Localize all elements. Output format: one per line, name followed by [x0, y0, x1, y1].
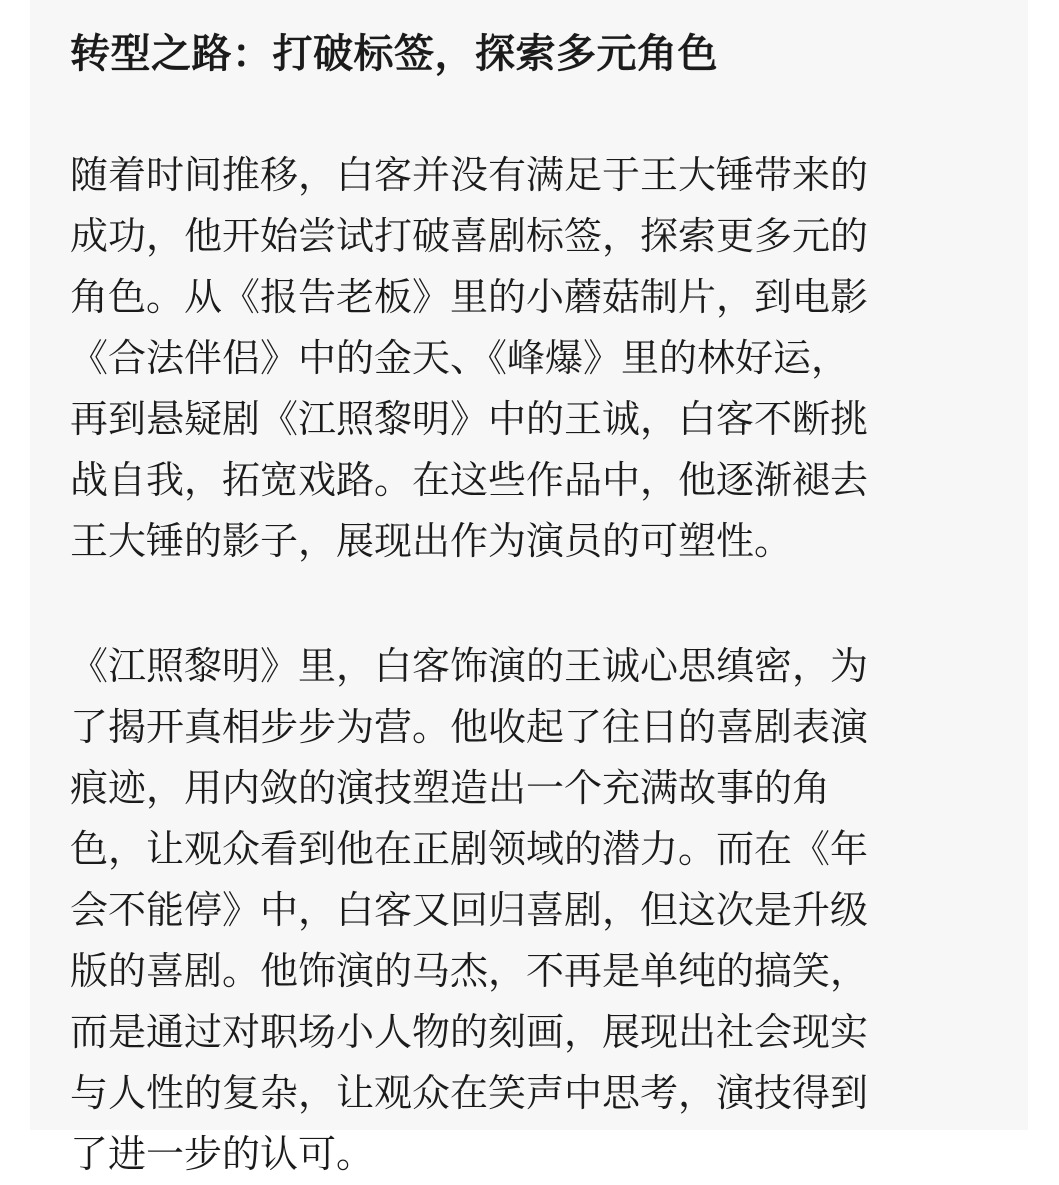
- paragraph-line: 版的喜剧。他饰演的马杰，不再是单纯的搞笑，: [70, 949, 869, 993]
- paragraph-line: 与人性的复杂，让观众在笑声中思考，演技得到: [70, 1071, 869, 1115]
- paragraph-line: 随着时间推移，白客并没有满足于王大锤带来的: [70, 153, 869, 197]
- paragraph-line: 战自我，拓宽戏路。在这些作品中，他逐渐褪去: [70, 458, 869, 502]
- paragraph-line: 会不能停》中，白客又回归喜剧，但这次是升级: [70, 888, 869, 932]
- paragraph-line: 王大锤的影子，展现出作为演员的可塑性。: [70, 519, 793, 563]
- paragraph-line: 了揭开真相步步为营。他收起了往日的喜剧表演: [70, 705, 869, 749]
- paragraph-line: 痕迹，用内敛的演技塑造出一个充满故事的角: [70, 766, 831, 810]
- paragraph-line: 色，让观众看到他在正剧领域的潜力。而在《年: [70, 827, 869, 871]
- paragraph-line: 了进一步的认可。: [70, 1132, 375, 1176]
- paragraph-line: 成功，他开始尝试打破喜剧标签，探索更多元的: [70, 214, 869, 258]
- paragraph-line: 再到悬疑剧《江照黎明》中的王诚，白客不断挑: [70, 397, 869, 441]
- paragraph-line: 而是通过对职场小人物的刻画，展现出社会现实: [70, 1010, 869, 1054]
- paragraph-1: [70, 145, 960, 572]
- paragraph-line: 《江照黎明》里，白客饰演的王诚心思缜密，为: [70, 644, 869, 688]
- paragraph-2: [70, 636, 960, 1185]
- article-page: [30, 0, 1028, 1176]
- paragraph-line: 角色。从《报告老板》里的小蘑菇制片，到电影: [70, 275, 869, 319]
- paragraph-line: 《合法伴侣》中的金天、《峰爆》里的林好运，: [70, 336, 850, 380]
- section-heading: 转型之路：打破标签，探索多元角色: [70, 31, 718, 77]
- article-body: [70, 24, 960, 1185]
